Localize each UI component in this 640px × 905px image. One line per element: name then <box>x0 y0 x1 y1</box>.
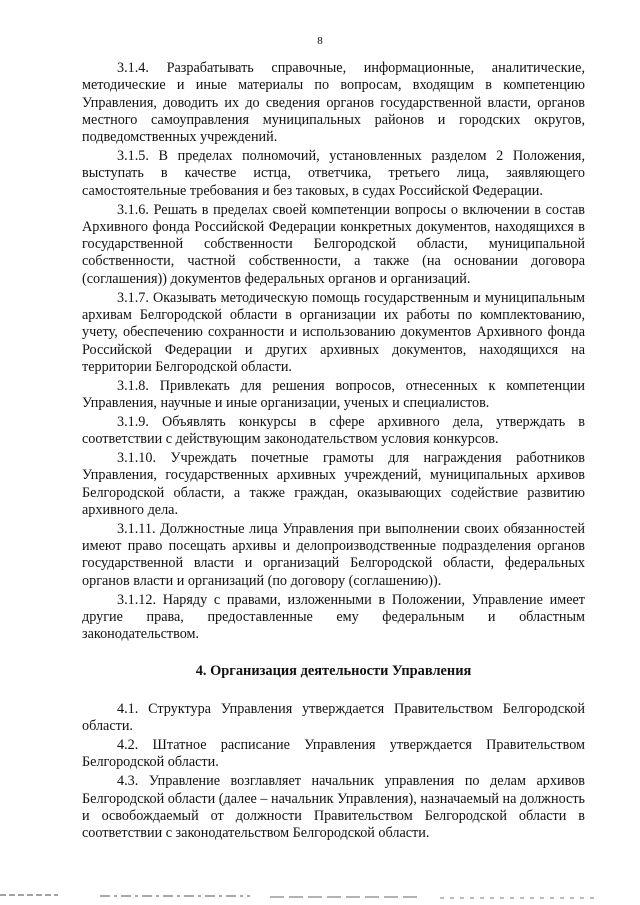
paragraph-3-1-11: 3.1.11. Должностные лица Управления при выполнении своих обязанностей имеют право посещать архивы и делопроизводственные подразделения органов государственной власти и организаций Белгородской области, федеральных органов власти и организаций (по договору (соглашению)). <box>82 520 585 589</box>
section-heading: 4. Организация деятельности Управления <box>195 662 472 679</box>
document-body <box>82 60 585 844</box>
paragraph-4-1: 4.1. Структура Управления утверждается Правительством Белгородской области. <box>82 700 585 735</box>
paragraph-3-1-9: 3.1.9. Объявлять конкурсы в сфере архивного дела, утверждать в соответствии с действующим законодательством условия конкурсов. <box>82 413 585 448</box>
paragraph-3-1-7: 3.1.7. Оказывать методическую помощь государственным и муниципальным архивам Белгородской области в организации их работы по комплектованию, учету, обеспечению сохранности и использованию документов Архивного фонда Российской Федерации и других архивных документов, находящихся на территории Белгородской области. <box>82 289 585 375</box>
paragraph-3-1-10: 3.1.10. Учреждать почетные грамоты для награждения работников Управления, государственных архивных учреждений, муниципальных архивов Белгородской области, а также граждан, оказывающих содействие развитию архивного дела. <box>82 450 585 518</box>
paragraph-3-1-5: 3.1.5. В пределах полномочий, установленных разделом 2 Положения, выступать в качестве истца, ответчика, третьего лица, заявляющего самостоятельные требования и без таковых, в судах Российской Федерации. <box>82 148 585 199</box>
paragraph-4-3: 4.3. Управление возглавляет начальник управления по делам архивов Белгородской области (далее – начальник Управления), назначаемый на должность и освобождаемый от должности Правительством Белгородской области в соответствии с законодательством Белгородской области. <box>82 773 585 842</box>
scan-bottom-edge <box>0 892 640 902</box>
page-number: 8 <box>317 35 323 47</box>
paragraph-3-1-8: 3.1.8. Привлекать для решения вопросов, отнесенных к компетенции Управления, научные и иные организации, ученых и специалистов. <box>82 377 585 412</box>
paragraph-3-1-6: 3.1.6. Решать в пределах своей компетенции вопросы о включении в состав Архивного фонда Российской Федерации конкретных документов, находящихся в государственной собственности Белгородской области, муниципальной собственности, частной собственности, а также (на основании договора (соглашения)) документов федеральных органов и организаций. <box>82 201 585 287</box>
paragraph-3-1-12: 3.1.12. Наряду с правами, изложенными в Положении, Управление имеет другие права, предоставленные ему федеральным и областным законодательством. <box>82 591 585 643</box>
paragraph-4-2: 4.2. Штатное расписание Управления утверждается Правительством Белгородской области. <box>82 737 585 771</box>
paragraph-3-1-4: 3.1.4. Разрабатывать справочные, информационные, аналитические, методические и иные материалы по вопросам, входящим в компетенцию Управления, доводить их до сведения органов государственной власти, органов местного самоуправления муниципальных районов и городских округов, подведомственных учреждений. <box>82 60 585 146</box>
